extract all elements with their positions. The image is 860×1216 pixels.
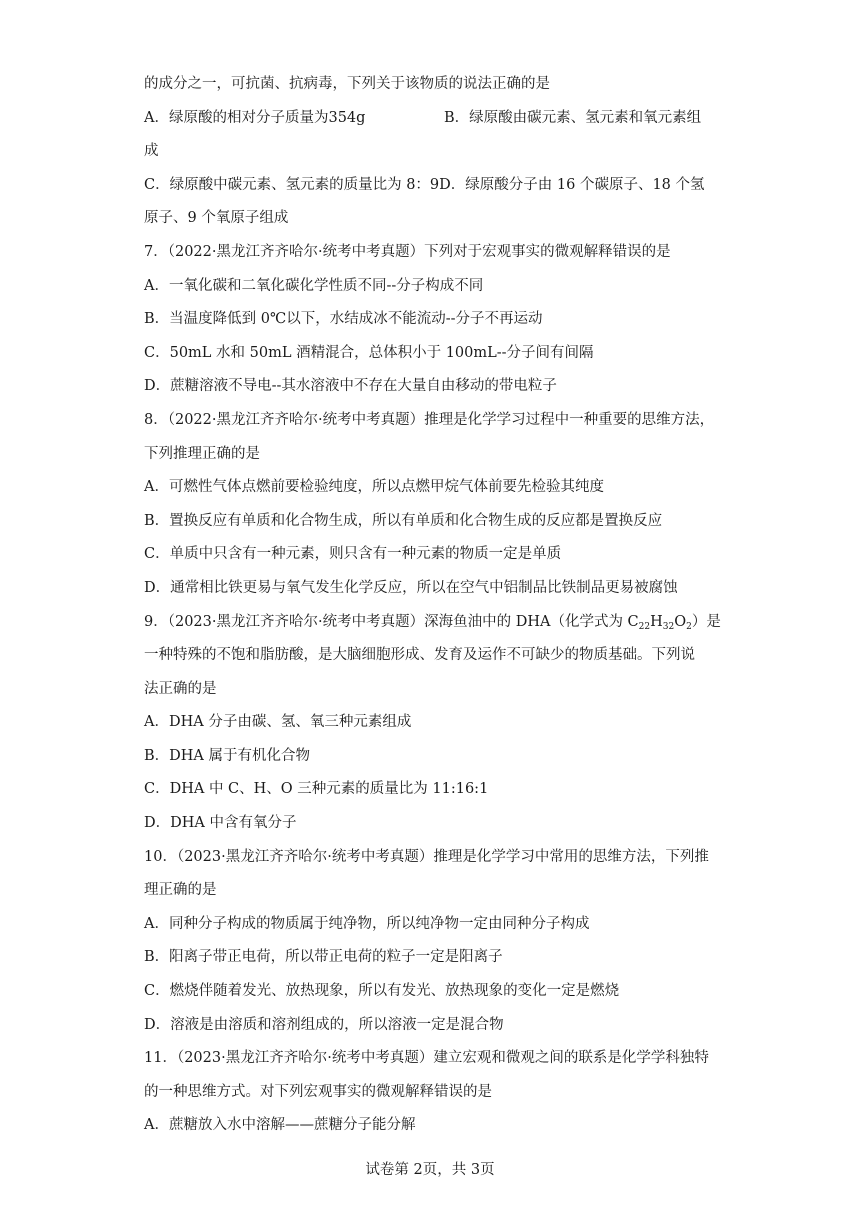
q9-stem-post: ）是 [691, 613, 721, 630]
q10-option-c: C．燃烧伴随着发光、放热现象，所以有发光、放热现象的变化一定是燃烧 [144, 983, 620, 1000]
q9-formula-sub-o: 2 [686, 621, 692, 632]
q11-stem-line-2: 的一种思维方式。对下列宏观事实的微观解释错误的是 [144, 1083, 492, 1100]
q9-formula-h: H [650, 613, 663, 630]
q9-stem-line-1 [144, 606, 724, 640]
q10-stem-line-2: 理正确的是 [144, 882, 217, 899]
q6-stem-tail: 的成分之一，可抗菌、抗病毒，下列关于该物质的说法正确的是 [144, 76, 550, 92]
page-footer: 试卷第 2页，共 3页 [365, 1162, 495, 1178]
q11-stem-line-1: 11．（2023·黑龙江齐齐哈尔·统考中考真题）建立宏观和微观之间的联系是化学学科独特 [144, 1050, 709, 1067]
q7-option-c: C．50mL 水和 50mL 酒精混合，总体积小于 100mL--分子间有间隔 [144, 344, 594, 361]
q8-option-b: B．置换反应有单质和化合物生成，所以有单质和化合物生成的反应都是置换反应 [144, 512, 663, 529]
exam-page-body [144, 68, 724, 1143]
q9-stem-pre: 9．（2023·黑龙江齐齐哈尔·统考中考真题）深海鱼油中的 DHA（化学式为 C [144, 613, 639, 630]
q6-option-d-continued: 原子、9 个氧原子组成 [144, 210, 289, 227]
q10-option-b: B．阳离子带正电荷，所以带正电荷的粒子一定是阳离子 [144, 949, 503, 966]
q8-option-c: C．单质中只含有一种元素，则只含有一种元素的物质一定是单质 [144, 546, 562, 563]
q6-option-a: A．绿原酸的相对分子质量为354g [144, 109, 366, 126]
q6-option-b: B．绿原酸由碳元素、氢元素和氧元素组 [444, 109, 702, 126]
q9-option-c: C．DHA 中 C、H、O 三种元素的质量比为 11:16:1 [144, 781, 489, 798]
q8-stem-line-1: 8．（2022·黑龙江齐齐哈尔·统考中考真题）推理是化学学习过程中一种重要的思维方法， [144, 411, 715, 428]
q10-option-a: A．同种分子构成的物质属于纯净物，所以纯净物一定由同种分子构成 [144, 915, 590, 932]
q6-options-ab [144, 102, 724, 136]
q9-stem-line-3: 法正确的是 [144, 680, 217, 697]
q7-option-b: B．当温度降低到 0℃以下，水结成冰不能流动--分子不再运动 [144, 311, 543, 328]
q6-options-cd: C．绿原酸中碳元素、氢元素的质量比为 8：9D．绿原酸分子由 16 个碳原子、18 个氢 [144, 176, 705, 193]
q8-option-a: A．可燃性气体点燃前要检验纯度，所以点燃甲烷气体前要先检验其纯度 [144, 479, 604, 496]
q9-stem-line-2: 一种特殊的不饱和脂肪酸，是大脑细胞形成、发育及运作不可缺少的物质基础。下列说 [144, 647, 695, 664]
q11-option-a: A．蔗糖放入水中溶解——蔗糖分子能分解 [144, 1117, 416, 1134]
q9-formula-sub-h: 32 [662, 621, 675, 632]
q8-stem-line-2: 下列推理正确的是 [144, 445, 260, 462]
q10-option-d: D．溶液是由溶质和溶剂组成的，所以溶液一定是混合物 [144, 1016, 504, 1033]
q9-formula-sub-c: 22 [638, 621, 651, 632]
q7-option-a: A．一氧化碳和二氧化碳化学性质不同--分子构成不同 [144, 277, 484, 294]
q8-option-d: D．通常相比铁更易与氧气发生化学反应，所以在空气中铝制品比铁制品更易被腐蚀 [144, 579, 678, 596]
q9-option-b: B．DHA 属于有机化合物 [144, 747, 311, 764]
q7-stem: 7．（2022·黑龙江齐齐哈尔·统考中考真题）下列对于宏观事实的微观解释错误的是 [144, 243, 671, 260]
q7-option-d: D．蔗糖溶液不导电--其水溶液中不存在大量自由移动的带电粒子 [144, 378, 557, 395]
q9-option-a: A．DHA 分子由碳、氢、氧三种元素组成 [144, 714, 412, 731]
q10-stem-line-1: 10．（2023·黑龙江齐齐哈尔·统考中考真题）推理是化学学习中常用的思维方法，下列推 [144, 848, 709, 865]
q9-formula-o: O [674, 613, 687, 630]
q6-option-b-continued: 成 [144, 143, 159, 160]
q9-option-d: D．DHA 中含有氧分子 [144, 815, 297, 832]
